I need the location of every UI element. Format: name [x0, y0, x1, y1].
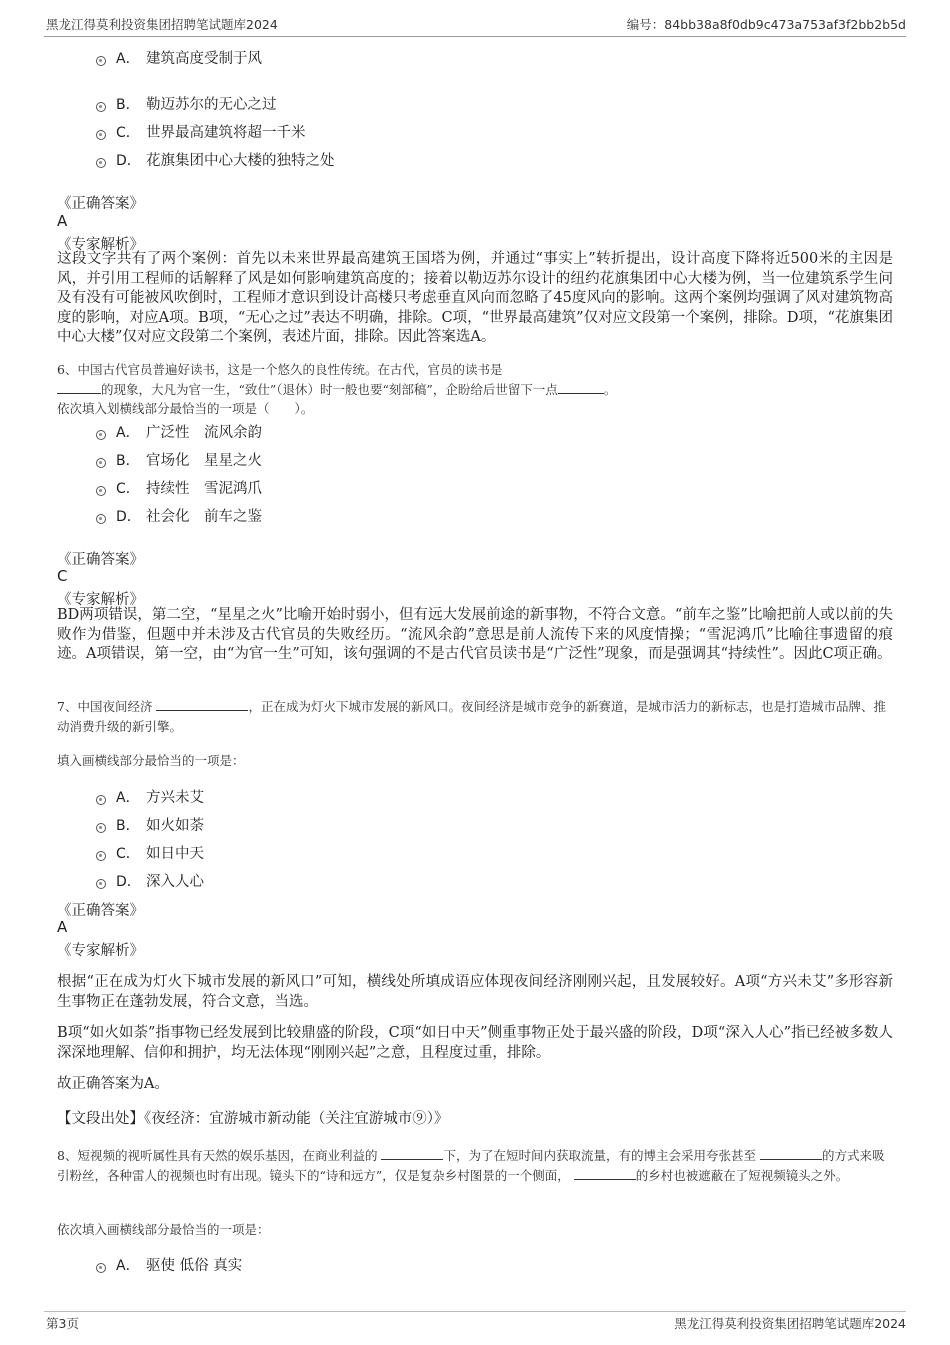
q7-answer: A [57, 918, 68, 936]
q5-answer: A [57, 212, 68, 230]
radio-icon[interactable] [96, 514, 106, 524]
footer-divider [44, 1311, 906, 1312]
header-doc-id: 编号：84bb38a8f0db9c473a753af3f2bb2b5d [626, 17, 906, 32]
fill-blank[interactable] [558, 380, 604, 394]
option-text: 方兴未艾 [146, 790, 204, 806]
q6-answer: C [57, 567, 68, 585]
radio-icon[interactable] [96, 1263, 106, 1273]
q7-option-c[interactable] [96, 842, 204, 863]
q5-analysis: 这段文字共有了两个案例：首先以未来世界最高建筑王国塔为例，并通过“事实上”转折提出，设计高度下降将近500米的主因是风，并引用工程师的话解释了风是如何影响建筑高度的；接着以勒迈苏尔设计的纽约花旗集团中心大楼为例，当一位建筑系学生问及有没有可能被风吹倒时，工程师才意识到设计高楼只考虑垂直风向而忽略了45度风向的影响。这两个案例均强调了风对建筑物高度的影响，对应A项。B项，“无心之过”表达不明确，排除。C项，“世界最高建筑”仅对应文段第一个案例，排除。D项，“花旗集团中心大楼”仅对应文段第二个案例，表述片面，排除。因此答案选A。 [57, 251, 893, 345]
q5-option-b[interactable] [96, 93, 277, 114]
q5-option-c[interactable] [96, 121, 306, 142]
radio-icon[interactable] [96, 823, 106, 833]
option-text: 驱使 低俗 真实 [146, 1258, 243, 1274]
fill-blank[interactable] [381, 1146, 443, 1160]
q8-stem-part3: 的方式来吸引粉丝，各种雷人的视频也时有出现。镜头下的“诗和远方”，仅是复杂乡村图景的一个侧面， [57, 1148, 885, 1183]
option-letter: C． [116, 480, 140, 497]
q6-option-c[interactable] [96, 477, 262, 498]
q8-prompt: 依次填入画横线部分最恰当的一项是： [57, 1222, 270, 1237]
q7-option-d[interactable] [96, 870, 204, 891]
fill-blank[interactable] [760, 1146, 822, 1160]
radio-icon[interactable] [96, 879, 106, 889]
option-letter: B． [116, 817, 140, 834]
header-divider [44, 36, 906, 37]
footer-page-number: 第3页 [46, 1316, 79, 1331]
q7-analysis-p1: 根据“正在成为灯火下城市发展的新风口”可知，横线处所填成语应体现夜间经济刚刚兴起，且发展较好。A项“方兴未艾”多形容新生事物正在蓬勃发展，符合文意，当选。 [57, 974, 893, 1010]
option-letter: C． [116, 124, 140, 141]
option-text: 广泛性 流风余韵 [146, 425, 262, 441]
option-letter: D． [116, 873, 141, 890]
q8-stem [57, 1146, 893, 1186]
q6-analysis: BD两项错误，第二空，“星星之火”比喻开始时弱小，但有远大发展前途的新事物，不符合文意。“前车之鉴”比喻把前人或以前的失败作为借鉴，但题中并未涉及古代官员的失败经历。“流风余韵”意思是前人流传下来的风度情操；“雪泥鸿爪”比喻往事遗留的痕迹。A项错误，第一空，由“为官一生”可知，该句强调的不是古代官员读书是“广泛性”现象，而是强调其“持续性”。因此C项正确。 [57, 607, 893, 662]
option-text: 社会化 前车之鉴 [146, 509, 262, 525]
q6-stem-line1: 6、中国古代官员普遍好读书，这是一个悠久的良性传统。在古代，官员的读书是 [57, 362, 503, 377]
option-text: 持续性 雪泥鸿爪 [146, 481, 262, 497]
option-text: 深入人心 [146, 874, 204, 890]
q6-stem-end: 。 [603, 382, 617, 397]
option-letter: A． [116, 1257, 140, 1274]
option-letter: B． [116, 452, 140, 469]
option-letter: B． [116, 96, 140, 113]
q7-analysis-p2: B项“如火如荼”指事物已经发展到比较鼎盛的阶段，C项“如日中天”侧重事物正处于最兴盛的阶段，D项“深入人心”指已经被多数人深深地理解、信仰和拥护，均无法体现“刚刚兴起”之意，且程度过重，排除。 [57, 1025, 893, 1061]
option-text: 如日中天 [146, 846, 204, 862]
option-letter: D． [116, 508, 141, 525]
q7-stem-start: 7、中国夜间经济 [57, 699, 153, 714]
footer-doc-title: 黑龙江得莫利投资集团招聘笔试题库2024 [674, 1316, 906, 1331]
q6-option-a[interactable] [96, 421, 262, 442]
header-doc-title: 黑龙江得莫利投资集团招聘笔试题库2024 [46, 17, 278, 32]
q7-stem-rest: ，正在成为灯火下城市发展的新风口。夜间经济是城市竞争的新赛道，是城市活力的新标志，也是打造城市品牌、推动消费升级的新引擎。 [57, 699, 886, 734]
q7-analysis-p3: 故正确答案为A。 [57, 1076, 169, 1092]
option-text: 建筑高度受制于风 [146, 51, 262, 67]
q5-answer-label: 《正确答案》 [57, 196, 144, 212]
radio-icon[interactable] [96, 158, 106, 168]
q6-prompt: 依次填入划横线部分最恰当的一项是（ ）。 [57, 401, 314, 416]
q6-stem-line2 [57, 380, 616, 398]
q5-option-d[interactable] [96, 149, 335, 170]
q6-option-b[interactable] [96, 449, 262, 470]
option-letter: D． [116, 152, 141, 169]
radio-icon[interactable] [96, 458, 106, 468]
option-text: 世界最高建筑将超一千米 [146, 125, 306, 141]
radio-icon[interactable] [96, 130, 106, 140]
radio-icon[interactable] [96, 430, 106, 440]
radio-icon[interactable] [96, 56, 106, 66]
q5-analysis-label: 《专家解析》 [57, 237, 144, 253]
fill-blank[interactable] [574, 1166, 636, 1180]
option-text: 花旗集团中心大楼的独特之处 [146, 153, 335, 169]
radio-icon[interactable] [96, 486, 106, 496]
q7-option-a[interactable] [96, 786, 204, 807]
q7-source: 【文段出处】《夜经济：宜游城市新动能（关注宜游城市⑨）》 [57, 1111, 449, 1127]
fill-blank[interactable] [156, 697, 248, 711]
q6-analysis-label: 《专家解析》 [57, 592, 144, 608]
q8-stem-part1: 8、短视频的视听属性具有天然的娱乐基因，在商业利益的 [57, 1148, 378, 1163]
option-letter: A． [116, 50, 140, 67]
q7-prompt: 填入画横线部分最恰当的一项是： [57, 753, 245, 768]
q8-option-a[interactable] [96, 1254, 242, 1275]
option-text: 如火如荼 [146, 818, 204, 834]
q7-analysis-label: 《专家解析》 [57, 943, 144, 959]
q8-stem-part4: 的乡村也被遮蔽在了短视频镜头之外。 [635, 1168, 849, 1183]
radio-icon[interactable] [96, 795, 106, 805]
radio-icon[interactable] [96, 102, 106, 112]
q7-option-b[interactable] [96, 814, 204, 835]
option-text: 勒迈苏尔的无心之过 [146, 97, 277, 113]
q5-option-a[interactable] [96, 47, 262, 68]
q7-stem [57, 697, 893, 737]
option-letter: C． [116, 845, 140, 862]
option-letter: A． [116, 424, 140, 441]
fill-blank[interactable] [57, 380, 101, 394]
q7-answer-label: 《正确答案》 [57, 903, 144, 919]
q6-option-d[interactable] [96, 505, 262, 526]
q6-answer-label: 《正确答案》 [57, 552, 144, 568]
q8-stem-part2: 下，为了在短时间内获取流量，有的博主会采用夸张甚至 [443, 1148, 756, 1163]
option-letter: A． [116, 789, 140, 806]
q6-stem-text: 的现象，大凡为官一生，“致仕”（退休）时一般也要“刻部稿”，企盼给后世留下一点 [101, 382, 558, 397]
option-text: 官场化 星星之火 [146, 453, 262, 469]
radio-icon[interactable] [96, 851, 106, 861]
